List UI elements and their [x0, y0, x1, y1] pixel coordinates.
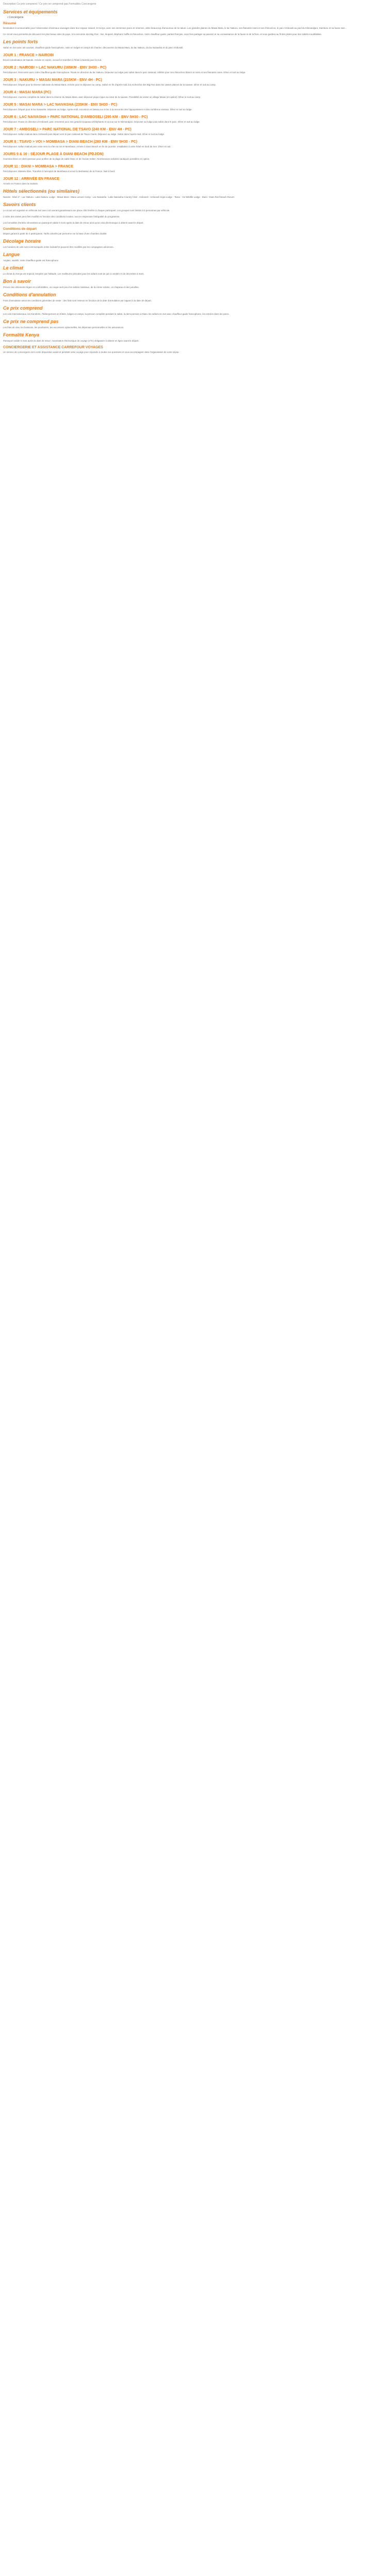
prix-text: Les vols internationaux, les transferts, l'hébergement en hôtels, lodges et camps, la pension complète pendant le safari, la demi-pension à Diani, les safaris en 4x4 avec chauffeur-guide francophone, les entrées dans les parcs. [3, 313, 230, 315]
concierge-text: Un service de conciergerie est à votre disposition avant et pendant votre voyage pour répondre à toutes vos questions et vous accompagner dans l'organisation de votre séjour. [3, 351, 180, 353]
prixpas-text: Les frais de visa, les boissons, les pourboires, les excursions optionnelles, les dépenses personnelles et les assurances. [3, 326, 124, 329]
langue-title: Langue [3, 252, 20, 257]
day-text: Journées libres en demi-pension pour profiter de la plage de sable blanc et de l'océan Indien. Nombreuses activités nautiques possibles en option. [3, 158, 150, 160]
points-para: Safari en 4x4 avec toit ouvrant, chauffeur-guide francophone, nuits en lodges et camps de charme, découverte du Masai Mara, du lac Nakuru, du lac Naivasha et du parc Amboseli. [3, 46, 184, 49]
day-text: Arrivée en France dans la matinée. [3, 182, 39, 185]
langue-text: Anglais, swahili. Votre chauffeur-guide est francophone. [3, 259, 59, 262]
prixpas-title: Ce prix ne comprend pas [3, 319, 59, 324]
day-text: Petit déjeuner. Matinée libre. Transfert à l'aéroport de Mombasa et envol à destination de la France. Nuit à bord. [3, 170, 116, 173]
savoir-para: Les formalités d'entrée nécessitent un passeport valide 6 mois après la date de retour ainsi qu'un visa électronique à obtenir avant le départ. [3, 222, 144, 224]
points-title: Les points forts [3, 39, 38, 44]
day-text: Petit déjeuner. Safari matinal dans Amboseli puis départ vers le parc national de Tsavo Ouest. Déjeuner au lodge. Safari dans l'après-midi. Dîner et nuit au lodge. [3, 133, 165, 135]
concierge-title: CONCIERGERIE ET ASSISTANCE CARREFOUR VOYAGES [3, 346, 103, 349]
day-title: JOUR 2 : NAIROBI > LAC NAKURU (165KM - ENV 3H30 - PC) [3, 66, 107, 70]
depart-text: Départ garanti à partir de 2 participants. Tarifs calculés par personne sur la base d'une chambre double. [3, 232, 107, 235]
day-text: Petit déjeuner. Journée complète de safari dans la réserve du Masai Mara, avec déjeuner pique-nique au cœur de la savane. Possibilité de visiter un village Masai (en option). Dîner et nuit au camp. [3, 96, 201, 98]
conditions-text: Frais d'annulation selon les conditions générales de vente : des frais sont retenus en fonction de la date d'annulation par rapport à la date de départ. [3, 299, 152, 302]
prix-title: Ce prix comprend [3, 306, 43, 311]
tab-bar-text[interactable]: Description Ce prix comprend / Ce prix ne comprend pas Formalités Conciergerie [3, 3, 96, 6]
day-text: Petit déjeuner. Départ pour la réserve nationale du Masai Mara. Arrivée pour le déjeuner au camp. Safari en fin d'après-midi à la recherche des Big Five dans les vastes plaines de la savane. Dîner et nuit au camp. [3, 83, 217, 86]
day-title: JOUR 5 : MASAI MARA > LAC NAIVASHA (235KM - ENV 5H30 - PC) [3, 103, 118, 107]
services-title: Services et équipements [3, 9, 58, 14]
decolage-text: Les horaires de vols sont communiqués à titre indicatif et peuvent être modifiés par les compagnies aériennes. [3, 246, 114, 248]
page [0, 0, 391, 354]
climat-text: Le climat du Kenya est tropical, tempéré par l'altitude. Les meilleures périodes pour les safaris sont de juin à octobre et de décembre à mars. [3, 273, 144, 275]
savoir-para: Le circuit est organisé en véhicule 4x4 avec toit ouvrant garantissant une place côté fenêtre à chaque participant. Les groupes sont limités à 6 personnes par véhicule. [3, 209, 170, 212]
day-text: Petit déjeuner. Route en direction d'Amboseli, parc renommé pour ses grands troupeaux d'éléphants et sa vue sur le Kilimandjaro. Déjeuner au lodge puis safari dans le parc. Dîner et nuit au lodge. [3, 121, 200, 123]
resume-title: Résumé [3, 22, 17, 25]
day-text: Envol à destination de Nairobi. Arrivée en soirée, accueil et transfert à l'hôtel à Nairobi pour la nuit. [3, 59, 102, 61]
formalites-title: Formalité Kenya [3, 332, 40, 337]
decolage-title: Décolage horaire [3, 239, 41, 244]
day-title: JOURS 9 & 10 : SÉJOUR PLAGE À DIANI BEACH (PDJ/DN) [3, 152, 104, 156]
day-title: JOUR 11 : DIANI > MOMBASA > FRANCE [3, 165, 73, 168]
resume-para: Ce circuit vous permettra de découvrir les plus beaux sites du pays, à la rencontre des Big Five : lion, léopard, éléphant, buffle et rhinocéros. Votre chauffeur-guide, parlant français, vous fera partager sa passion et sa connaissance de la faune et de la flore, et vous guidera au fil des pistes pour des safaris inoubliables. [3, 33, 322, 36]
hotels-title: Hôtels sélectionnés (ou similaires) [3, 189, 80, 194]
day-text: Petit déjeuner. Rencontre avec votre chauffeur-guide francophone. Route en direction du lac Nakuru. Déjeuner au lodge puis safari dans le parc national, célèbre pour ses rhinocéros blancs et noirs et ses flamants roses. Dîner et nuit au lodge. [3, 71, 246, 74]
savoir-para: L'ordre des visites peut être modifié en fonction des conditions locales, tout en respectant l'intégralité du programme. [3, 215, 120, 218]
day-text: Petit déjeuner. Départ pour le lac Naivasha. Déjeuner au lodge. Après-midi, excursion en bateau sur le lac à la rencontre des hippopotames et des nombreux oiseaux. Dîner et nuit au lodge. [3, 108, 192, 111]
bon-title: Bon à savoir [3, 279, 31, 284]
depart-title: Conditions de départ [3, 227, 37, 231]
climat-title: Le climat [3, 265, 24, 270]
days-list [3, 54, 388, 185]
hotels-text: Nairobi : hôtel 4* - Lac Nakuru : Lake Nakuru Lodge - Masai Mara : Mara Leisure Camp - Lac Naivasha : Lake Naivasha Country Club - Amboseli : Amboseli Sopa Lodge - Tsavo : Voi Wildlife Lodge - Diani : Diani Reef Beach Resort. [3, 196, 235, 198]
day-title: JOUR 8 : TSAVO > VOI > MOMBASA > DIANI BEACH (283 KM - ENV 5H30 - PC) [3, 140, 138, 144]
resume-para: Destination incontournable pour l'observation d'animaux sauvages dans leur espace naturel, le Kenya, avec ses immenses parcs et réserves, attire beaucoup d'amoureux de la nature. Les grandes plaines du Masai Mara, le lac Nakuru, ses flamants roses et ses rhinocéros, le parc Amboseli au pied du Kilimandjaro, Samburu et sa faune rare... [3, 27, 347, 29]
formalites-text: Passeport valide 6 mois après la date de retour. Autorisation électronique de voyage (eTA) obligatoire à obtenir en ligne avant le départ. [3, 340, 139, 342]
conditions-title: Conditions d'annulation [3, 292, 56, 297]
day-title: JOUR 12 : ARRIVÉE EN FRANCE [3, 177, 60, 181]
day-title: JOUR 6 : LAC NAIVASHA > PARC NATIONAL D'AMBOSELI (295 KM - ENV 5H30 - PC) [3, 115, 148, 119]
day-title: JOUR 4 : MASAI MARA (PC) [3, 91, 52, 94]
day-text: Petit déjeuner. Safari matinal puis route vers la côte via Voi et Mombasa. Arrivée à Diani Beach en fin de journée. Installation à votre hôtel en bord de mer. Dîner et nuit. [3, 145, 171, 148]
day-title: JOUR 3 : NAKURU > MASAI MARA (215KM - ENV 4H - PC) [3, 78, 102, 82]
services-bullet: • Conciergerie [7, 16, 388, 20]
day-title: JOUR 7 : AMBOSELI > PARC NATIONAL DE TSAVO (240 KM - ENV 4H - PC) [3, 128, 132, 131]
savoir-title: Savoirs clients [3, 202, 36, 207]
bon-text: Prévoir des vêtements légers et confortables, un coupe-vent pour les safaris matinaux, de la crème solaire, un chapeau et des jumelles. [3, 286, 139, 289]
day-title: JOUR 1 : FRANCE > NAIROBI [3, 54, 54, 57]
